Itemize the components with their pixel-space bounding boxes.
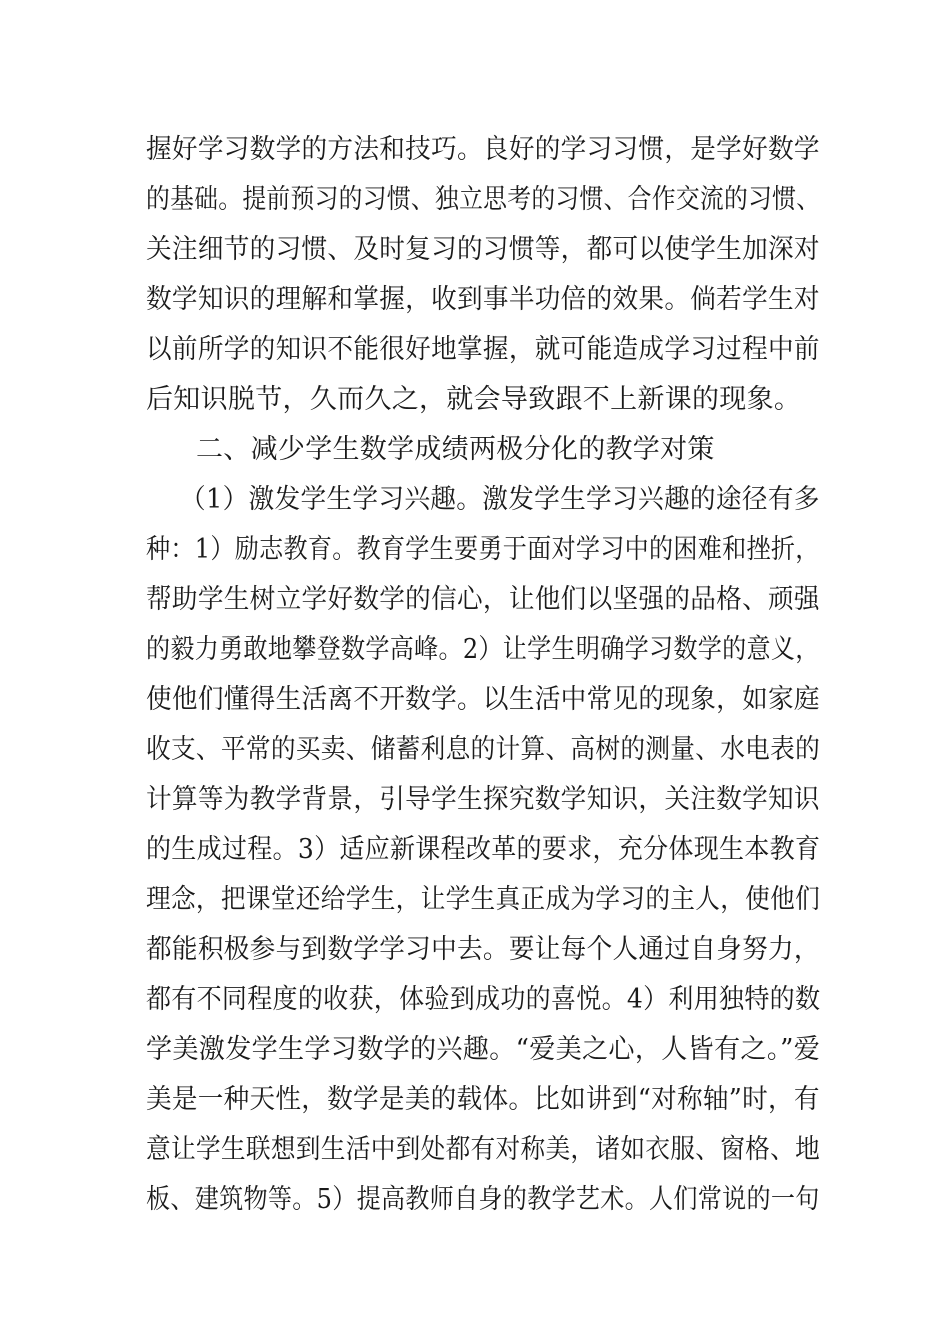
text-line: 数学知识的理解和掌握，收到事半功倍的效果。倘若学生对: [146, 284, 820, 315]
text-line: 都能积极参与到数学学习中去。要让每个人通过自身努力，: [146, 934, 820, 965]
text-line: 美是一种天性，数学是美的载体。比如讲到“对称轴”时，有: [146, 1084, 820, 1115]
text-line: 的毅力勇敢地攀登数学高峰。2）让学生明确学习数学的意义，: [146, 634, 820, 665]
text-line: 的基础。提前预习的习惯、独立思考的习惯、合作交流的习惯、: [146, 184, 821, 215]
text-line: 使他们懂得生活离不开数学。以生活中常见的现象，如家庭: [146, 684, 820, 715]
text-line: 收支、平常的买卖、储蓄利息的计算、高树的测量、水电表的: [146, 734, 821, 765]
text-line: 帮助学生树立学好数学的信心，让他们以坚强的品格、顽强: [146, 584, 820, 615]
text-line: 学美激发学生学习数学的兴趣。“爱美之心，人皆有之。”爱: [146, 1034, 821, 1065]
subsection-heading: （1）激发学生学习兴趣。激发学生学习兴趣的途径有多: [180, 484, 820, 515]
text-line: 意让学生联想到生活中到处都有对称美，诸如衣服、窗格、地: [146, 1134, 821, 1165]
text-line: 以前所学的知识不能很好地掌握，就可能造成学习过程中前: [146, 334, 820, 365]
text-line: 的生成过程。3）适应新课程改革的要求，充分体现生本教育: [146, 834, 821, 865]
section-heading: 二、减少学生数学成绩两极分化的教学对策: [196, 434, 715, 465]
text-line: 关注细节的习惯、及时复习的习惯等，都可以使学生加深对: [146, 234, 820, 265]
text-line: 种：1）励志教育。教育学生要勇于面对学习中的困难和挫折，: [146, 534, 820, 565]
text-line: 板、建筑物等。5）提高教师自身的教学艺术。人们常说的一句: [146, 1184, 820, 1215]
text-line: 都有不同程度的收获，体验到成功的喜悦。4）利用独特的数: [146, 984, 821, 1015]
text-line: 后知识脱节，久而久之，就会导致跟不上新课的现象。: [146, 384, 802, 415]
text-line: 理念，把课堂还给学生，让学生真正成为学习的主人，使他们: [146, 884, 821, 915]
text-line: 计算等为教学背景，引导学生探究数学知识，关注数学知识: [146, 784, 820, 815]
text-line: 握好学习数学的方法和技巧。良好的学习习惯，是学好数学: [146, 134, 820, 165]
